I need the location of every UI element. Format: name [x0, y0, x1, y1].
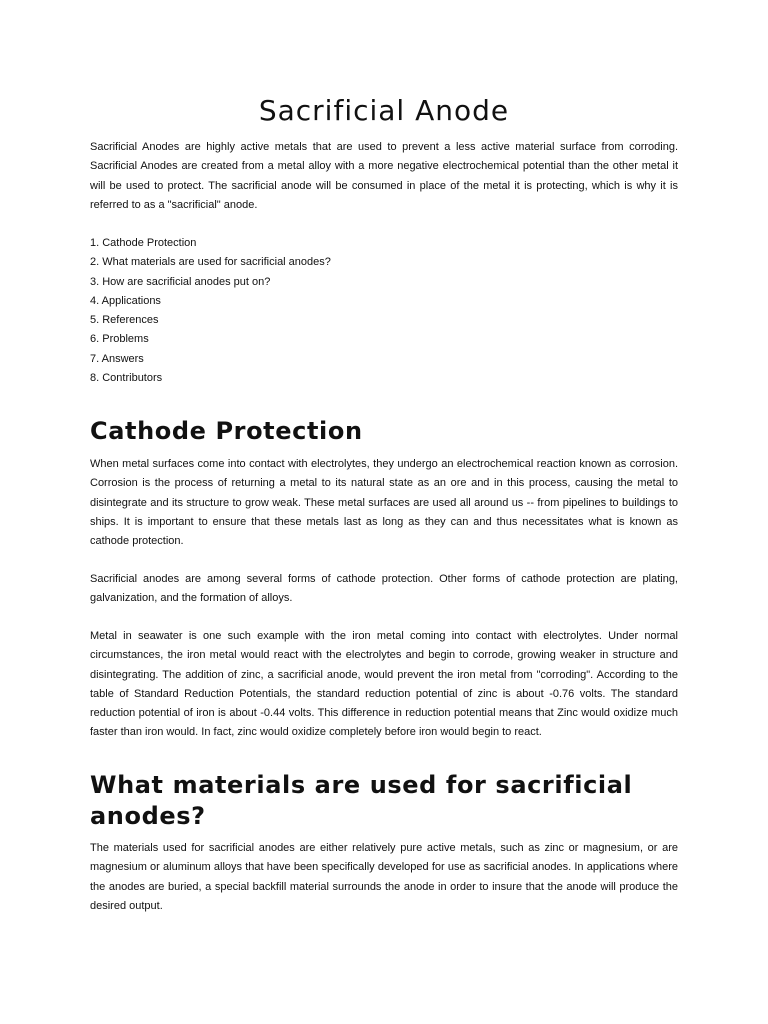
toc-item: 5. References — [90, 314, 159, 327]
cathode-paragraph-2: Sacrificial anodes are among several forms of cathode protection. Other forms of cathode protection are plating, galvanization, and the formation of alloys. — [90, 573, 678, 605]
toc-item: 4. Applications — [90, 294, 161, 307]
toc-item: 2. What materials are used for sacrificial anodes? — [90, 256, 331, 269]
toc-item: 6. Problems — [90, 333, 149, 346]
table-of-contents — [90, 234, 678, 388]
toc-item: 8. Contributors — [90, 372, 163, 385]
intro-paragraph: Sacrificial Anodes are highly active metals that are used to prevent a less active material surface from corroding. Sacrificial Anodes are created from a metal alloy with a more negative electrochemical potential than the other metal it will be used to protect. The sacrificial anode will be consumed in place of the metal it is protecting, which is why it is referred to as a "sacrificial" anode. — [90, 141, 678, 211]
toc-item: 3. How are sacrificial anodes put on? — [90, 275, 271, 288]
document-page — [90, 0, 678, 1024]
toc-item: 7. Answers — [90, 352, 144, 365]
section-heading-materials: What materials are used for sacrificial anodes? — [90, 771, 633, 830]
document-title: Sacrificial Anode — [258, 94, 510, 127]
section-heading-cathode-protection: Cathode Protection — [90, 417, 363, 445]
cathode-paragraph-1: When metal surfaces come into contact with electrolytes, they undergo an electrochemical reaction known as corrosion. Corrosion is the process of returning a metal to its natural state as an ore and in this process, causing the metal to disintegrate and its structure to grow weak. These metal surfaces are used all around us -- from pipelines to buildings to ships. It is important to ensure that these metals last as long as they can and thus necessitates what is known as cathode protection. — [90, 458, 678, 548]
cathode-paragraph-3: Metal in seawater is one such example with the iron metal coming into contact with electrolytes. Under normal circumstances, the iron metal would react with the electrolytes and begin to corrode, growing weaker in structure and disintegrating. The addition of zinc, a sacrificial anode, would prevent the iron metal from "corroding". According to the table of Standard Reduction Potentials, the standard reduction potential of zinc is about -0.76 volts. The standard reduction potential of iron is about -0.44 volts. This difference in reduction potential means that Zinc would oxidize much faster than iron would. In fact, zinc would oxidize completely before iron would begin to react. — [90, 630, 678, 739]
toc-item: 1. Cathode Protection — [90, 237, 197, 249]
materials-paragraph-1: The materials used for sacrificial anodes are either relatively pure active metals, such as zinc or magnesium, or are magnesium or aluminum alloys that have been specifically developed for use as sacrificial anodes. In applications where the anodes are buried, a special backfill material surrounds the anode in order to insure that the anode will produce the desired output. — [90, 842, 678, 912]
